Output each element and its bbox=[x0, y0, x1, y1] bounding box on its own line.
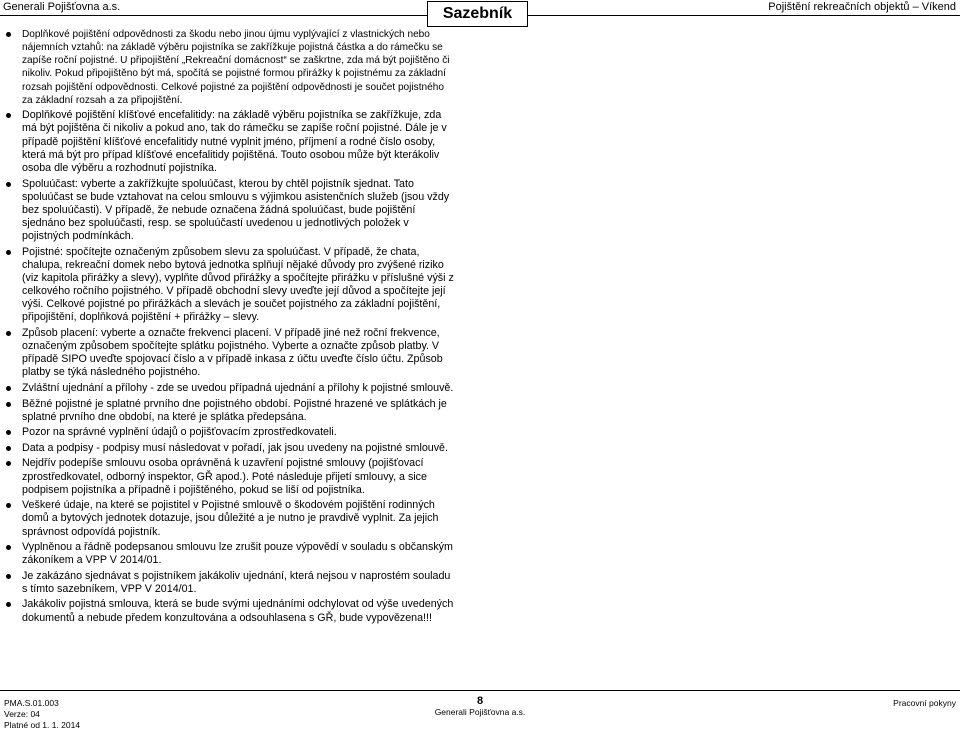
list-item bbox=[4, 398, 456, 424]
bullet-icon bbox=[6, 32, 11, 37]
list-item bbox=[4, 442, 456, 455]
footer-version: Verze: 04 bbox=[4, 709, 40, 719]
list-item-text: Běžné pojistné je splatné prvního dne pojistného období. Pojistné hrazené ve splátkách je splatné prvního dne období, na které je splátka předepsána. bbox=[22, 397, 447, 423]
bullet-icon bbox=[6, 182, 11, 187]
list-item bbox=[4, 426, 456, 439]
list-item-text: Pojistné: spočítejte označeným způsobem slevu za spoluúčast. V případě, že chata, chalupa, rekreační domek nebo bytová jednotka splňují nějaké důvody pro zvýšené riziko (viz kapitola přirážky a slevy), vyplňte důvod přirážky a spočítejte přirážku v příslušné výši z celkového ročního pojistného. V případě obchodní slevy uveďte její důvod a spočítejte její výši. Celkové pojistné po přirážkách a slevách je součet pojistného za základní pojištění, připojištění, doplňková pojištění + přirážky – slevy. bbox=[22, 245, 454, 324]
list-item bbox=[4, 246, 456, 325]
bullet-icon bbox=[6, 386, 11, 391]
footer-center bbox=[430, 695, 530, 718]
bullet-icon bbox=[6, 331, 11, 336]
page-footer bbox=[0, 690, 960, 730]
document-body bbox=[4, 28, 456, 627]
bullet-icon bbox=[6, 430, 11, 435]
header-company: Generali Pojišťovna a.s. bbox=[3, 1, 121, 13]
header-product: Pojištění rekreačních objektů – Víkend bbox=[768, 1, 956, 13]
list-item-text: Spoluúčast: vyberte a zakřížkujte spoluúčast, kterou by chtěl pojistník sjednat. Tato spoluúčast se bude vztahovat na celou smlouvu s výjimkou asistenčních služeb (jsou vždy bez spoluúčasti). V případě, že nebude označena žádná spoluúčast, bude pojištění sjednáno bez spoluúčasti, resp. se spoluúčastí uvedenou u jednotlivých položek v pojistných podmínkách. bbox=[22, 177, 450, 243]
list-item bbox=[4, 457, 456, 496]
list-item-text: Vyplněnou a řádně podepsanou smlouvu lze zrušit pouze výpovědí v souladu s občanským zákoníkem a VPP V 2014/01. bbox=[22, 541, 453, 567]
list-item bbox=[4, 499, 456, 538]
list-item bbox=[4, 382, 456, 395]
list-item bbox=[4, 28, 456, 107]
bullet-icon bbox=[6, 545, 11, 550]
page-number: 8 bbox=[476, 695, 484, 707]
footer-meta bbox=[4, 698, 80, 731]
list-item-text: Doplňkové pojištění klíšťové encefalitidy: na základě výběru pojistníka se zakřížkuje, zda má být pojištěna či nikoliv a pokud ano, tak do rámečku se zapíše roční pojistné. Dále je v případě pojištění klíšťové encefalitidy nutné vyplnit jméno, příjmení a rodné číslo osoby, která má být pro případ klíšťové encefalitidy pojištěná. Touto osobou může být kterákoliv osoba dle výběru a rozhodnutí pojistníka. bbox=[22, 109, 447, 174]
list-item-text: Je zakázáno sjednávat s pojistníkem jakákoliv ujednání, která nejsou v naprostém souladu s tímto sazebníkem, VPP V 2014/01. bbox=[22, 569, 451, 595]
footer-label: Pracovní pokyny bbox=[893, 698, 956, 708]
instruction-list bbox=[4, 28, 456, 625]
list-item-text: Jakákoliv pojistná smlouva, která se bude svými ujednáními odchylovat od výše uvedených dokumentů a nebude předem konzultována a odsouhlasena s GŘ, bude vypovězena!!! bbox=[22, 598, 454, 624]
bullet-icon bbox=[6, 402, 11, 407]
list-item-text: Zvláštní ujednání a přílohy - zde se uvedou případná ujednání a přílohy k pojistné smlouvě. bbox=[22, 382, 454, 395]
bullet-icon bbox=[6, 446, 11, 451]
bullet-icon bbox=[6, 574, 11, 579]
list-item-text: Doplňkové pojištění odpovědnosti za škodu nebo jinou újmu vyplývající z vlastnických nebo nájemních vztahů: na základě výběru pojistníka se zakřížkuje pojistná částka a do rámečku se zapíše roční pojistné. U připojištění „Rekreační domácnost“ se zaškrtne, zda má být pojištěno či nikoliv. Pokud připojištěno být má, spočítá se pojistné formou přirážky k pojistnému za základní rozsah pojištění odpovědnosti. Celkové pojistné za pojištění odpovědnosti je součet pojistného za základní rozsah a za připojištění. bbox=[22, 29, 450, 106]
list-item bbox=[4, 598, 456, 624]
footer-code: PMA.S.01.003 bbox=[4, 698, 59, 708]
footer-company: Generali Pojišťovna a.s. bbox=[434, 707, 526, 717]
footer-rule bbox=[0, 690, 960, 691]
footer-valid-from: Platné od 1. 1. 2014 bbox=[4, 720, 81, 730]
bullet-icon bbox=[6, 461, 11, 466]
bullet-icon bbox=[6, 503, 11, 508]
bullet-icon bbox=[6, 250, 11, 255]
list-item bbox=[4, 109, 456, 175]
list-item bbox=[4, 327, 456, 380]
list-item-text: Pozor na správné vyplnění údajů o pojišťovacím zprostředkovateli. bbox=[22, 426, 337, 439]
list-item-text: Nejdřív podepíše smlouvu osoba oprávněná k uzavření pojistné smlouvy (pojišťovací zprostředkovatel, odborný inspektor, GŘ apod.). Poté následuje přijetí smlouvy, a sice podpisem pojistníka a případně i pojištěného, pokud se liší od pojistníka. bbox=[22, 457, 427, 496]
list-item bbox=[4, 541, 456, 567]
bullet-icon bbox=[6, 113, 11, 118]
list-item bbox=[4, 570, 456, 596]
list-item-text: Data a podpisy - podpisy musí následovat v pořadí, jak jsou uvedeny na pojistné smlouvě. bbox=[22, 441, 448, 454]
list-item-text: Veškeré údaje, na které se pojistitel v Pojistné smlouvě o škodovém pojištění rodinných domů a bytových jednotek dotazuje, jsou důležité a je nutno je pravdivě vyplnit. Za jejich správnost odpovídá pojistník. bbox=[22, 499, 439, 538]
bullet-icon bbox=[6, 602, 11, 607]
page-header bbox=[0, 0, 960, 20]
list-item-text: Způsob placení: vyberte a označte frekvenci placení. V případě jiné než roční frekvence, označeným způsobem spočítejte splátku pojistného. Vyberte a označte způsob platby. V případě SIPO uveďte spojovací číslo a v případě inkasa z účtu uveďte číslo účtu. Způsob platby se týká následného pojistného. bbox=[22, 327, 443, 379]
header-title-box: Sazebník bbox=[427, 1, 528, 27]
list-item bbox=[4, 178, 456, 244]
